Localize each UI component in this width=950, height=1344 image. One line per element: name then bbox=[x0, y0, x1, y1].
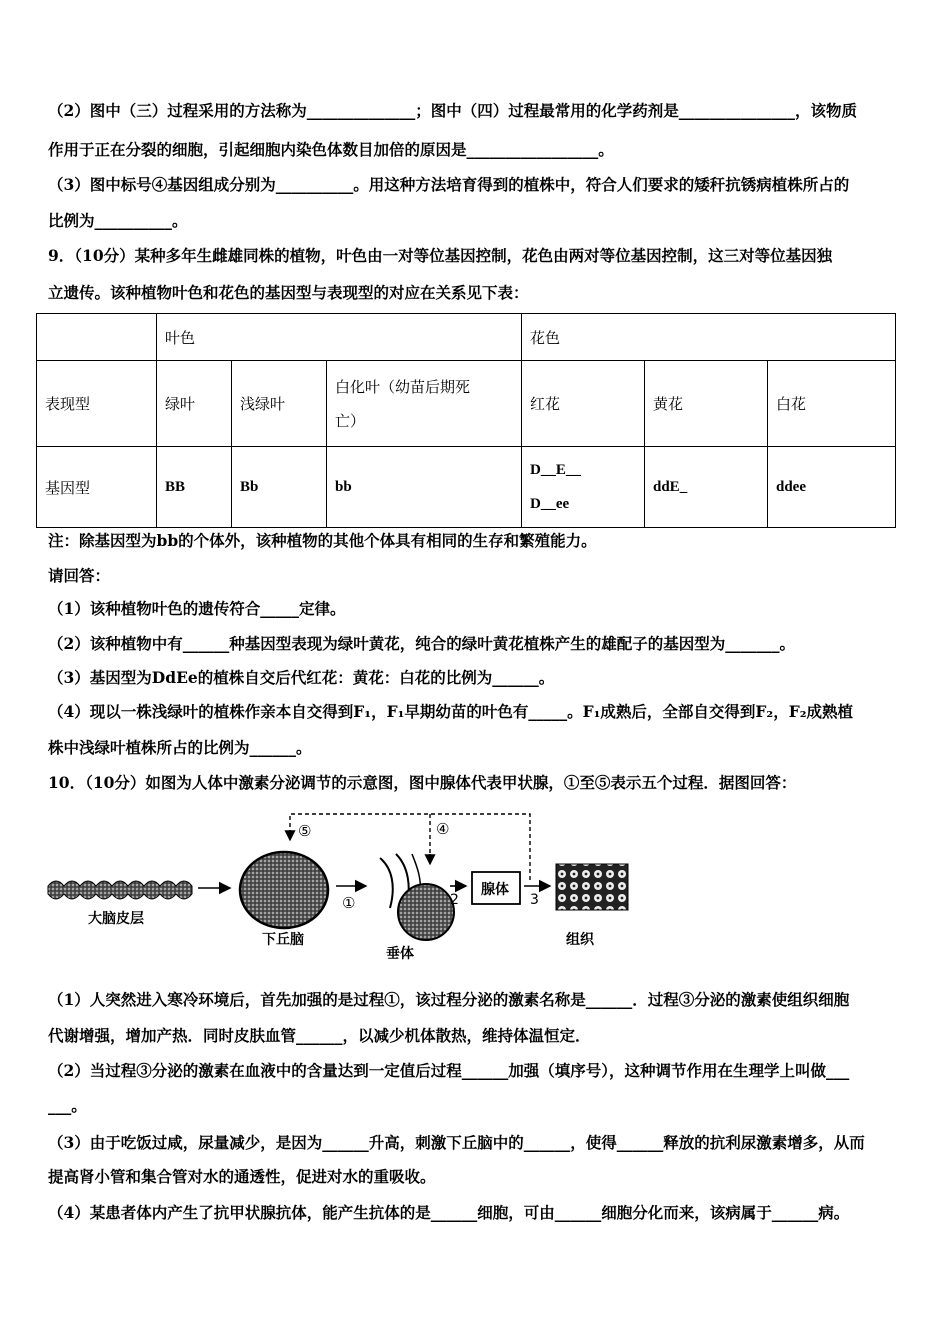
genotype-Bb: Bb bbox=[232, 447, 327, 528]
phenotype-albino-line2: 亡） bbox=[335, 411, 366, 430]
q9-intro-line1: 9．（10分）某种多年生雌雄同株的植物，叶色由一对等位基因控制，花色由两对等位基因控制，这三对等位基因独 bbox=[48, 246, 833, 265]
label-process-2: 2 bbox=[450, 892, 459, 908]
feedback-line-5 bbox=[290, 814, 530, 880]
q9-s4-line2: 株中浅绿叶植株所占的比例为______。 bbox=[48, 738, 312, 757]
phenotype-white: 白花 bbox=[768, 361, 896, 447]
genotype-red bbox=[522, 447, 645, 528]
genotype-red-line1: D__E__ bbox=[530, 462, 581, 478]
genotype-red-line2: D__ee bbox=[530, 496, 570, 512]
header-flower-color: 花色 bbox=[522, 314, 896, 361]
label-process-1: ① bbox=[342, 894, 356, 912]
q10-s1-line1: （1）人突然进入寒冷环境后，首先加强的是过程①，该过程分泌的激素名称是______．过程③分泌的激素使组织细胞 bbox=[48, 990, 850, 1009]
label-pituitary: 垂体 bbox=[386, 946, 414, 962]
cerebral-cortex-image bbox=[48, 881, 192, 899]
q8-p2-line1: （2）图中（三）过程采用的方法称为______________；图中（四）过程最常用的化学药剂是_______________，该物质 bbox=[48, 101, 858, 120]
phenotype-albino-line1: 白化叶（幼苗后期死 bbox=[335, 377, 471, 396]
hormone-regulation-diagram bbox=[40, 808, 640, 978]
q9-note: 注：除基因型为bb的个体外，该种植物的其他个体具有相同的生存和繁殖能力。 bbox=[48, 531, 597, 550]
q8-p3-line1: （3）图中标号④基因组成分别为__________。用这种方法培育得到的植株中，符合人们要求的矮秆抗锈病植株所占的 bbox=[48, 175, 850, 194]
q10-s4: （4）某患者体内产生了抗甲状腺抗体，能产生抗体的是______细胞，可由______细胞分化而来，该病属于______病。 bbox=[48, 1203, 850, 1222]
genotype-BB: BB bbox=[157, 447, 232, 528]
q9-s3: （3）基因型为DdEe的植株自交后代红花：黄花：白花的比例为______。 bbox=[48, 668, 555, 687]
q10-intro: 10．（10分）如图为人体中激素分泌调节的示意图，图中腺体代表甲状腺，①至⑤表示五个过程．据图回答： bbox=[48, 773, 797, 792]
q9-s2: （2）该种植物中有______种基因型表现为绿叶黄花，纯合的绿叶黄花植株产生的雄配子的基因型为_______。 bbox=[48, 634, 796, 653]
q9-intro-line2: 立遗传。该种植物叶色和花色的基因型与表现型的对应在关系见下表： bbox=[48, 283, 529, 302]
genotype-white: ddee bbox=[768, 447, 896, 528]
q10-s3-line2: 提高肾小管和集合管对水的通透性，促进对水的重吸收。 bbox=[48, 1167, 436, 1186]
q10-s1-line2: 代谢增强，增加产热．同时皮肤血管______，以减少机体散热，维持体温恒定． bbox=[48, 1026, 591, 1045]
q9-s4-line1: （4）现以一株浅绿叶的植株作亲本自交得到F₁，F₁早期幼苗的叶色有_____。F₁成熟后，全部自交得到F₂，F₂成熟植 bbox=[48, 702, 854, 721]
q9-prompt: 请回答： bbox=[48, 566, 111, 585]
label-tissue: 组织 bbox=[566, 932, 594, 948]
phenotype-albino bbox=[327, 361, 522, 447]
label-cortex: 大脑皮层 bbox=[88, 911, 144, 927]
phenotype-light-green: 浅绿叶 bbox=[232, 361, 327, 447]
q10-s2-line2: ___。 bbox=[48, 1096, 87, 1115]
phenotype-red: 红花 bbox=[522, 361, 645, 447]
hypothalamus-image bbox=[240, 852, 328, 928]
phenotype-green: 绿叶 bbox=[157, 361, 232, 447]
tissue-image bbox=[556, 864, 628, 910]
q10-s2-line1: （2）当过程③分泌的激素在血液中的含量达到一定值后过程______加强（填序号），这种调节作用在生理学上叫做___ bbox=[48, 1061, 850, 1080]
label-gland: 腺体 bbox=[481, 882, 509, 898]
q10-s3-line1: （3）由于吃饭过咸，尿量减少，是因为______升高，刺激下丘脑中的______，使得______释放的抗利尿激素增多，从而 bbox=[48, 1133, 865, 1152]
row-label-phenotype: 表现型 bbox=[37, 361, 157, 447]
pituitary-image bbox=[398, 884, 454, 940]
table-corner bbox=[37, 314, 157, 361]
header-leaf-color: 叶色 bbox=[157, 314, 522, 361]
label-process-4: ④ bbox=[436, 820, 450, 838]
genotype-bb: bb bbox=[327, 447, 522, 528]
q9-s1: （1）该种植物叶色的遗传符合_____定律。 bbox=[48, 599, 346, 618]
label-hypothalamus: 下丘脑 bbox=[262, 932, 304, 948]
q8-p2-line2: 作用于正在分裂的细胞，引起细胞内染色体数目加倍的原因是_________________。 bbox=[48, 140, 614, 159]
row-label-genotype: 基因型 bbox=[37, 447, 157, 528]
label-process-5: ⑤ bbox=[298, 822, 312, 840]
label-process-3: 3 bbox=[530, 892, 539, 908]
genotype-phenotype-table bbox=[36, 313, 896, 528]
q8-p3-line2: 比例为__________。 bbox=[48, 211, 188, 230]
phenotype-yellow: 黄花 bbox=[645, 361, 768, 447]
genotype-yellow: ddE_ bbox=[645, 447, 768, 528]
